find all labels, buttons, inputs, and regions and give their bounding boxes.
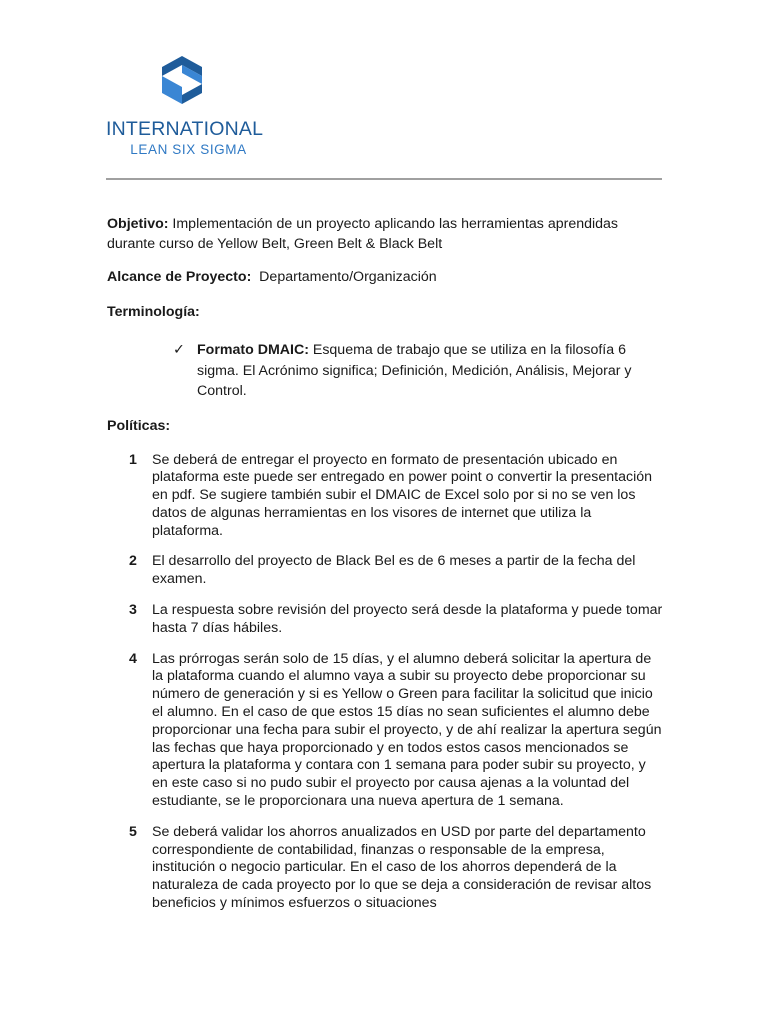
alcance-paragraph <box>107 267 663 287</box>
politicas-heading: Políticas: <box>107 417 171 434</box>
list-item <box>107 824 663 913</box>
company-logo <box>106 48 271 172</box>
list-item-number: 2 <box>129 553 137 570</box>
terminology-item <box>107 340 663 402</box>
list-item-number: 1 <box>129 451 137 468</box>
logo-text-international: INTERNATIONAL <box>106 118 264 140</box>
header-divider <box>106 178 662 180</box>
list-item-number: 4 <box>129 650 137 667</box>
list-item-text: Las prórrogas serán solo de 15 días, y el alumno deberá solicitar la apertura de la plataforma cuando el alumno vaya a subir su proyecto debe proporcionar su número de generación y si es Yellow o Green para facilitar la solicitud que inicio el alumno. En el caso de que estos 15 días no sean suficientes el alumno debe proporcionar una fecha para subir el proyecto, y de ahí realizar la apertura según las fechas que haya proporcionado y en todos estos casos mencionados se apertura la plataforma y contara con 1 semana para poder subir su proyecto, y en este caso si no pudo subir el proyecto por causa ajenas a la voluntad del estudiante, se le proporcionara una nueva apertura de 1 semana. <box>152 650 662 810</box>
list-item <box>107 651 663 811</box>
terminology-definition: Esquema de trabajo que se utiliza en la filosofía 6 sigma. El Acrónimo significa; Definición, Medición, Análisis, Mejorar y Control. <box>197 342 632 399</box>
objetivo-text: Implementación de un proyecto aplicando las herramientas aprendidas durante curso de Yellow Belt, Green Belt & Black Belt <box>107 216 619 252</box>
list-item-text: Se deberá de entregar el proyecto en formato de presentación ubicado en plataforma este puede ser entregado en power point o convertir la presentación en pdf. Se sugiere también subir el DMAIC de Excel solo por si no se ven los datos de algunas herramientas en los visores de internet que utiliza la plataforma. <box>152 451 653 539</box>
alcance-label: Alcance de Proyecto: <box>107 269 252 285</box>
politicas-list <box>107 452 663 913</box>
list-item <box>107 452 663 541</box>
objetivo-paragraph <box>107 214 663 254</box>
objetivo-label: Objetivo: <box>107 216 169 232</box>
alcance-text: Departamento/Organización <box>251 269 437 285</box>
list-item <box>107 602 663 638</box>
list-item-number: 3 <box>129 602 137 619</box>
list-item <box>107 553 663 589</box>
list-item-text: Se deberá validar los ahorros anualizados en USD por parte del departamento correspondiente de contabilidad, finanzas o responsable de la empresa, institución o negocio particular. En el caso de los ahorros dependerá de la naturaleza de cada proyecto por lo que se deja a consideración de revisar altos beneficios y mínimos esfuerzos o situaciones <box>152 823 652 912</box>
list-item-text: El desarrollo del proyecto de Black Bel es de 6 meses a partir de la fecha del examen. <box>152 553 636 588</box>
logo-text-lean-six-sigma: LEAN SIX SIGMA <box>130 142 247 157</box>
list-item-number: 5 <box>129 823 137 840</box>
terminologia-heading: Terminología: <box>107 304 200 320</box>
terminology-term: Formato DMAIC: <box>197 342 309 358</box>
hexagon-logo-icon <box>156 54 208 106</box>
list-item-text: La respuesta sobre revisión del proyecto será desde la plataforma y puede tomar hasta 7 días hábiles. <box>152 602 663 636</box>
document-body <box>107 214 663 926</box>
checkmark-icon: ✓ <box>173 342 185 358</box>
